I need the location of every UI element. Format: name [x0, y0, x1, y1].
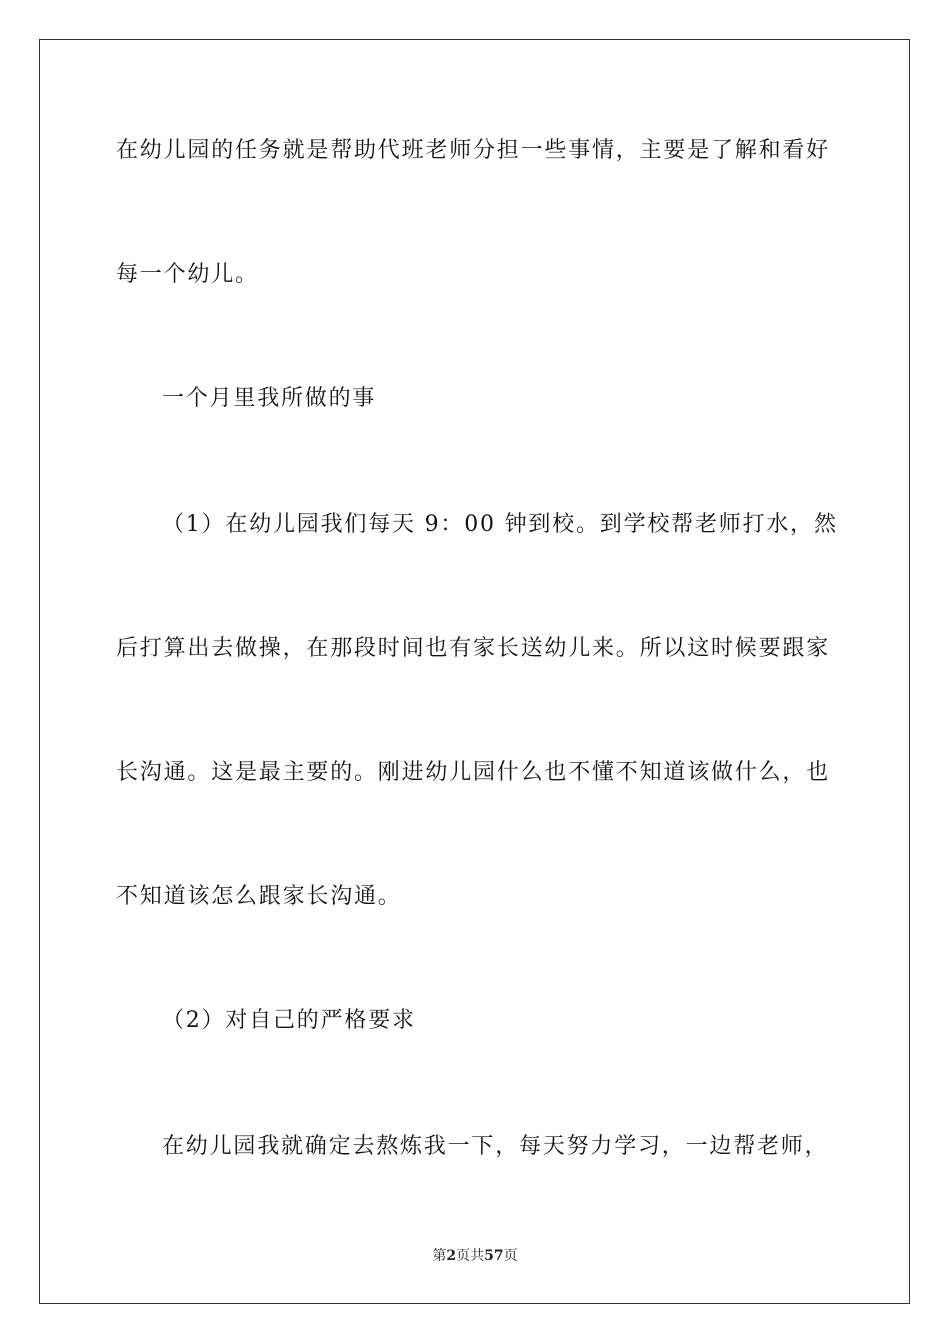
- body-text-line-5: 后打算出去做操，在那段时间也有家长送幼儿来。所以这时候要跟家: [116, 636, 831, 661]
- body-text-line-9: 在幼儿园我就确定去熬炼我一下，每天努力学习，一边帮老师，: [162, 1134, 829, 1159]
- body-text-line-2: 每一个幼儿。: [116, 262, 259, 287]
- subsection-heading: （2）对自己的严格要求: [162, 1008, 416, 1033]
- footer-total-prefix: 共: [470, 1248, 485, 1264]
- footer-page-number: 2: [446, 1248, 457, 1264]
- body-text-line-6: 长沟通。这是最主要的。刚进幼儿园什么也不懂不知道该做什么，也: [116, 760, 831, 785]
- body-text-line-7: 不知道该怎么跟家长沟通。: [116, 884, 402, 909]
- page-border: [39, 39, 910, 1304]
- footer-total-suffix: 页: [503, 1248, 518, 1264]
- section-heading: 一个月里我所做的事: [162, 386, 377, 411]
- body-text-line-4: （1）在幼儿园我们每天 9：00 钟到校。到学校帮老师打水，然: [162, 512, 838, 537]
- body-text-line-1: 在幼儿园的任务就是帮助代班老师分担一些事情，主要是了解和看好: [116, 138, 831, 163]
- page-footer: [0, 1247, 950, 1265]
- footer-page-suffix: 页: [456, 1248, 471, 1264]
- footer-total-number: 57: [484, 1248, 504, 1264]
- footer-page-prefix: 第: [432, 1248, 447, 1264]
